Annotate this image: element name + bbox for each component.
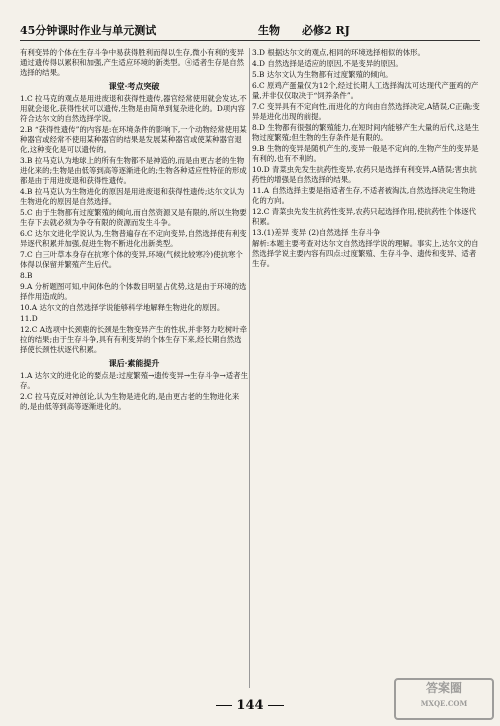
watermark-logo: 答案圈 MXQE.COM	[394, 678, 494, 720]
answer-paragraph: 11.A 自然选择主要是指适者生存,不适者被淘汰,自然选择决定生物进化的方向。	[252, 186, 476, 205]
column-divider	[249, 48, 250, 688]
section-heading: 课后·素能提升	[108, 358, 160, 368]
answer-paragraph: 6.C 原鸡产蛋量仅为12个,经过长期人工选择淘汰可达现代产蛋鸡的产量,并非仅仅取决于“饲养条件”。	[252, 81, 479, 100]
answer-paragraph: 10.D 青菜虫先发生抗药性变异,农药只是选择有利变异,A错误;害虫抗药性的增强是自然选择的结果。	[252, 165, 477, 184]
answer-columns	[20, 48, 480, 688]
answer-paragraph: 1.C 拉马克的观点是用进废退和获得性遗传,器官经常使用就会发达,不用就会退化,获得性状可以遗传,生物是由简单到复杂进化的。D项内容符合达尔文的自然选择学说。	[20, 94, 247, 123]
answer-paragraph: 3.D 根据达尔文的观点,相同的环境选择相似的体形。	[252, 48, 425, 57]
answer-paragraph: 13.(1)差异 变异 (2)自然选择 生存斗争	[252, 228, 381, 237]
answer-paragraph: 7.C 白三叶草本身存在抗寒个体的变异,环境(气候比较寒冷)使抗寒个体得以保留并繁殖产生后代。	[20, 250, 243, 269]
section-heading: 课堂·考点突破	[108, 81, 160, 91]
answer-paragraph: 1.A 达尔文的进化论的要点是:过度繁殖→遗传变异→生存斗争→适者生存。	[20, 371, 248, 390]
left-column	[20, 48, 248, 688]
answer-paragraph: 有利变异的个体在生存斗争中易获得胜利而得以生存,微小有利的变异通过遗传得以累积和加强,产生适应环境的新类型。④适者生存是自然选择的结果。	[20, 48, 245, 77]
answer-paragraph: 2.B “获得性遗传”的内容是:在环境条件的影响下,一个动物经常使用某种器官或经常不使用某种器官的结果是发展某种器官或使某种器官退化,这种变化是可以遗传的。	[20, 125, 247, 154]
answer-paragraph: 解析:本题主要考查对达尔文自然选择学说的理解。事实上,达尔文的自然选择学说主要内容有四点:过度繁殖、生存斗争、遗传和变异、适者生存。	[252, 239, 479, 268]
answer-paragraph: 2.C 拉马克反对神创论,认为生物是进化的,是由更古老的生物进化来的,是由低等到高等逐渐进化的。	[20, 392, 240, 411]
answer-paragraph: 8.D 生物都有很强的繁殖能力,在短时间内能够产生大量的后代,这是生物过度繁殖;但生物的生存条件是有限的。	[252, 123, 479, 142]
answer-paragraph: 6.C 达尔文进化学说认为,生物普遍存在不定向变异,自然选择使有利变异逐代积累并加强,促进生物不断进化出新类型。	[20, 229, 247, 248]
right-column	[252, 48, 480, 688]
page-header	[20, 18, 480, 41]
page-number: 144	[0, 698, 500, 713]
answer-paragraph: 11.D	[20, 314, 38, 323]
answer-paragraph: 10.A 达尔文的自然选择学说能够科学地解释生物进化的原因。	[20, 303, 225, 312]
answer-paragraph: 4.D 自然选择是适应的原因,不是变异的原因。	[252, 59, 403, 68]
answer-paragraph: 9.A 分析题图可知,中间体色的个体数目明显占优势,这是由于环境的选择作用造成的。	[20, 282, 247, 301]
volume-label: 必修2 RJ	[302, 24, 350, 37]
answer-paragraph: 5.C 由于生物都有过度繁殖的倾向,而自然资源又是有限的,所以生物要生存下去就必须为争夺有限的资源而发生斗争。	[20, 208, 247, 227]
answer-paragraph: 9.B 生物的变异是随机产生的,变异一般是不定向的,生物产生的变异是有利的,也有不利的。	[252, 144, 479, 163]
answer-paragraph: 3.B 拉马克认为地球上的所有生物都不是神造的,而是由更古老的生物进化来的;生物是由低等到高等逐渐进化的;生物各种适应性特征的形成都是由于用进废退和获得性遗传。	[20, 156, 247, 185]
answer-paragraph: 4.B 拉马克认为生物进化的原因是用进废退和获得性遗传;达尔文认为生物进化的原因是自然选择。	[20, 187, 245, 206]
subject-label: 生物	[258, 24, 280, 37]
answer-paragraph: 8.B	[20, 271, 33, 280]
answer-paragraph: 12.C 青菜虫先发生抗药性变异,农药只起选择作用,使抗药性个体逐代积累。	[252, 207, 477, 226]
answer-paragraph: 5.B 达尔文认为生物都有过度繁殖的倾向。	[252, 70, 393, 79]
answer-paragraph: 7.C 变异具有不定向性,而进化的方向由自然选择决定,A错误,C正确;变异是进化出现的前提。	[252, 102, 480, 121]
answer-paragraph: 12.C A选项中长颈鹿的长颈是生物变异产生的性状,并非努力吃树叶牵拉的结果;由于生存斗争,具有有利变异的个体生存下来,经长期自然选择使长颈性状逐代积累。	[20, 325, 247, 354]
book-series-title: 45分钟课时作业与单元测试	[20, 24, 157, 37]
